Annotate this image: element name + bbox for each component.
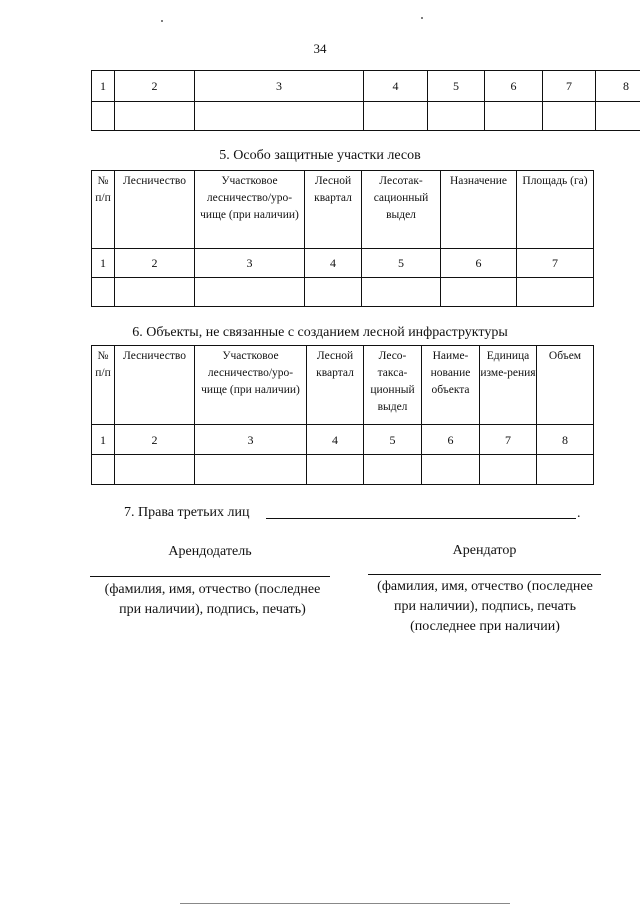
table-cell: 1 xyxy=(92,425,115,455)
table-cell: 7 xyxy=(517,249,594,278)
table-cell: 2 xyxy=(115,425,195,455)
table-cell: 7 xyxy=(543,71,596,102)
table-cell: 3 xyxy=(195,425,307,455)
empty-cell xyxy=(428,102,485,131)
column-header: Объем xyxy=(537,346,594,425)
column-header: Наиме-нование объекта xyxy=(422,346,480,425)
column-header: Лесничество xyxy=(115,171,195,249)
empty-cell xyxy=(362,278,441,307)
table-cell: 1 xyxy=(92,249,115,278)
empty-cell xyxy=(92,102,115,131)
table-section-6 xyxy=(91,345,594,485)
empty-cell xyxy=(441,278,517,307)
column-header: Участковое лесничество/уро-чище (при наличии) xyxy=(195,171,305,249)
third-party-rights-end: . xyxy=(577,506,581,521)
empty-cell xyxy=(195,278,305,307)
empty-cell xyxy=(92,278,115,307)
lessee-signature-line xyxy=(368,574,601,575)
empty-cell xyxy=(537,455,594,485)
empty-cell xyxy=(517,278,594,307)
empty-cell xyxy=(195,102,364,131)
empty-cell xyxy=(485,102,543,131)
empty-cell xyxy=(92,455,115,485)
column-header: № п/п xyxy=(92,346,115,425)
column-header: Лесничество xyxy=(115,346,195,425)
column-header: Лесной квартал xyxy=(307,346,364,425)
third-party-rights-line xyxy=(266,518,576,519)
page-number: 34 xyxy=(313,41,327,56)
table-cell: 5 xyxy=(362,249,441,278)
column-header: Площадь (га) xyxy=(517,171,594,249)
empty-cell xyxy=(305,278,362,307)
table-cell: 4 xyxy=(307,425,364,455)
table-cell: 7 xyxy=(480,425,537,455)
scan-edge-line xyxy=(180,903,510,904)
column-header: Лесной квартал xyxy=(305,171,362,249)
empty-cell xyxy=(422,455,480,485)
table-section-5 xyxy=(91,170,594,307)
lessor-signature-note: (фамилия, имя, отчество (последнее при наличии), подпись, печать) xyxy=(104,582,321,617)
lessor-signature-line xyxy=(90,576,330,577)
column-header: Назначение xyxy=(441,171,517,249)
column-header: Лесо-такса-ционный выдел xyxy=(364,346,422,425)
table-cell: 8 xyxy=(596,71,640,102)
column-header: Единица изме-рения xyxy=(480,346,537,425)
scan-speck xyxy=(161,20,163,22)
section-5-title: 5. Особо защитные участки лесов xyxy=(219,148,421,163)
third-party-rights-label: 7. Права третьих лиц xyxy=(124,505,250,520)
empty-cell xyxy=(115,278,195,307)
empty-cell xyxy=(480,455,537,485)
table-cell: 5 xyxy=(428,71,485,102)
empty-cell xyxy=(364,102,428,131)
section-6-title: 6. Объекты, не связанные с созданием лесной инфраструктуры xyxy=(132,325,508,340)
table-cell: 6 xyxy=(441,249,517,278)
empty-cell xyxy=(543,102,596,131)
empty-cell xyxy=(364,455,422,485)
empty-cell xyxy=(596,102,640,131)
table-cell: 4 xyxy=(305,249,362,278)
table-cell: 2 xyxy=(115,71,195,102)
column-header: Лесотак-сационный выдел xyxy=(362,171,441,249)
table-continuation xyxy=(91,70,640,131)
empty-cell xyxy=(115,102,195,131)
table-cell: 2 xyxy=(115,249,195,278)
column-header: № п/п xyxy=(92,171,115,249)
empty-cell xyxy=(195,455,307,485)
table-cell: 6 xyxy=(422,425,480,455)
empty-cell xyxy=(307,455,364,485)
column-header: Участковое лесничество/уро-чище (при наличии) xyxy=(195,346,307,425)
lessee-label: Арендатор xyxy=(452,543,517,558)
table-cell: 8 xyxy=(537,425,594,455)
table-cell: 1 xyxy=(92,71,115,102)
table-cell: 4 xyxy=(364,71,428,102)
lessee-signature-note: (фамилия, имя, отчество (последнее при наличии), подпись, печать (последнее при наличии) xyxy=(377,579,593,634)
table-cell: 3 xyxy=(195,71,364,102)
lessor-label: Арендодатель xyxy=(168,544,252,559)
table-cell: 3 xyxy=(195,249,305,278)
table-cell: 5 xyxy=(364,425,422,455)
scan-speck xyxy=(421,17,423,19)
table-cell: 6 xyxy=(485,71,543,102)
empty-cell xyxy=(115,455,195,485)
